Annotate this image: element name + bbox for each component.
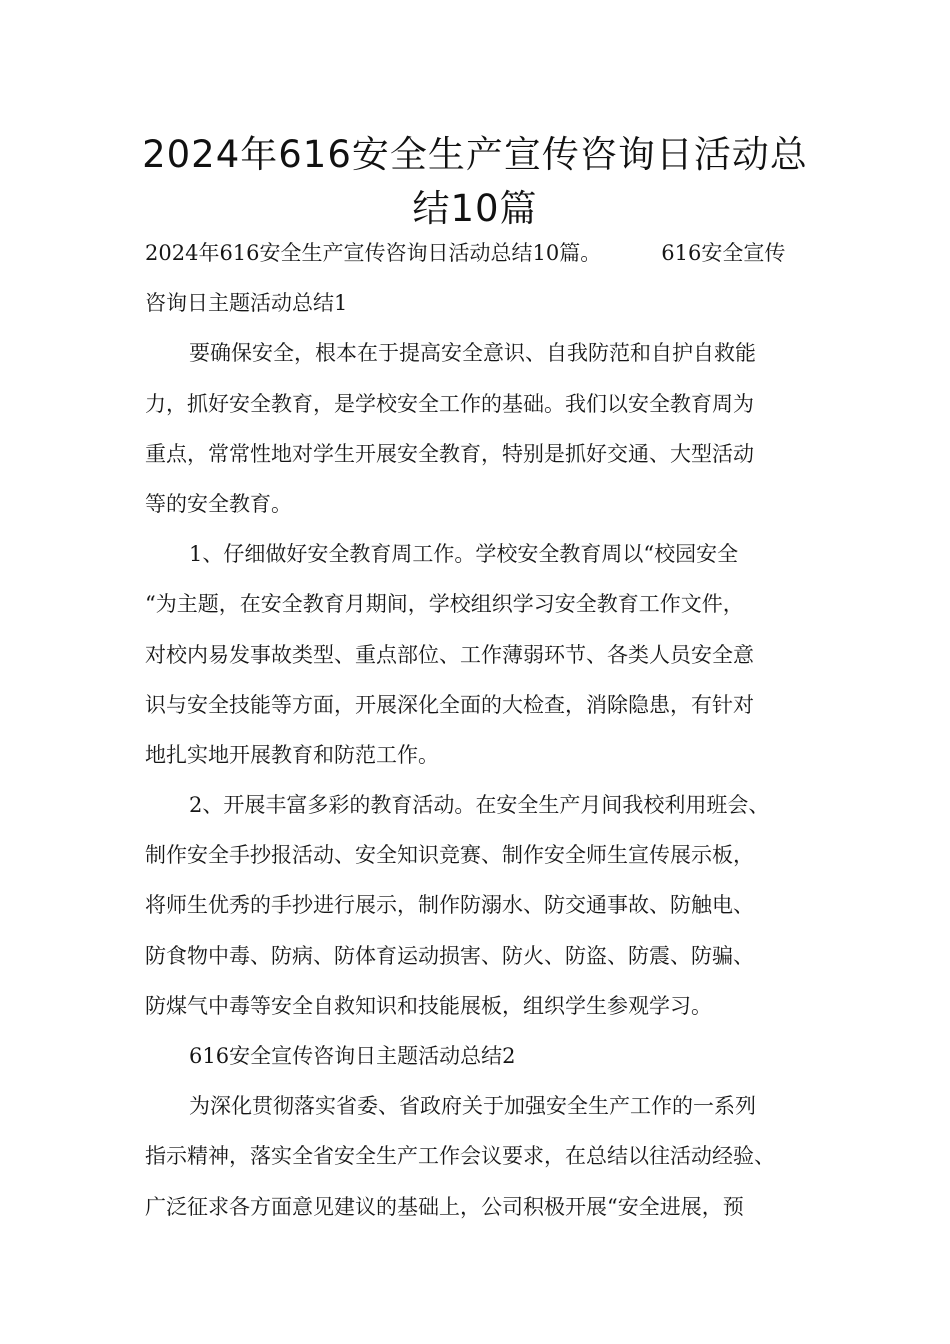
body-line: 力，抓好安全教育，是学校安全工作的基础。我们以安全教育周为 (145, 391, 754, 416)
section-heading: 616安全宣传咨询日主题活动总结2 (189, 1044, 516, 1068)
body-line: 指示精神，落实全省安全生产工作会议要求，在总结以往活动经验、 (145, 1144, 775, 1169)
body-line: 咨询日主题活动总结1 (145, 291, 348, 316)
paragraph-start: 要确保安全，根本在于提高安全意识、自我防范和自护自救能 (189, 341, 756, 366)
body-line: 防食物中毒、防病、防体育运动损害、防火、防盗、防震、防骗、 (145, 943, 754, 968)
body-line: “为主题，在安全教育月期间，学校组织学习安全教育工作文件， (145, 592, 744, 617)
body-line: 重点，常常性地对学生开展安全教育，特别是抓好交通、大型活动 (145, 441, 754, 466)
body-line: 广泛征求各方面意见建议的基础上，公司积极开展“安全进展，预 (145, 1194, 744, 1219)
body-line: 对校内易发事故类型、重点部位、工作薄弱环节、各类人员安全意 (145, 642, 754, 667)
body-line-tail: 616安全宣传 (661, 241, 786, 265)
document-title (120, 128, 830, 236)
body-line-text: 2024年616安全生产宣传咨询日活动总结10篇。 (145, 241, 602, 265)
paragraph-start: 2、开展丰富多彩的教育活动。在安全生产月间我校利用班会、 (189, 793, 770, 818)
body-line: 将师生优秀的手抄进行展示，制作防溺水、防交通事故、防触电、 (145, 893, 754, 918)
document-body (145, 228, 815, 1232)
body-line: 制作安全手抄报活动、安全知识竞赛、制作安全师生宣传展示板， (145, 843, 754, 868)
body-line: 防煤气中毒等安全自救知识和技能展板，组织学生参观学习。 (145, 993, 712, 1018)
body-line (145, 228, 815, 278)
title-line-1: 2024年616安全生产宣传咨询日活动总 (142, 133, 808, 176)
body-line: 识与安全技能等方面，开展深化全面的大检查，消除隐患，有针对 (145, 692, 754, 717)
body-line: 地扎实地开展教育和防范工作。 (145, 742, 439, 767)
paragraph-start: 为深化贯彻落实省委、省政府关于加强安全生产工作的一系列 (189, 1094, 756, 1119)
paragraph-start: 1、仔细做好安全教育周工作。学校安全教育周以“校园安全 (189, 542, 739, 567)
title-line-2: 结10篇 (412, 187, 538, 230)
body-line: 等的安全教育。 (145, 491, 292, 516)
